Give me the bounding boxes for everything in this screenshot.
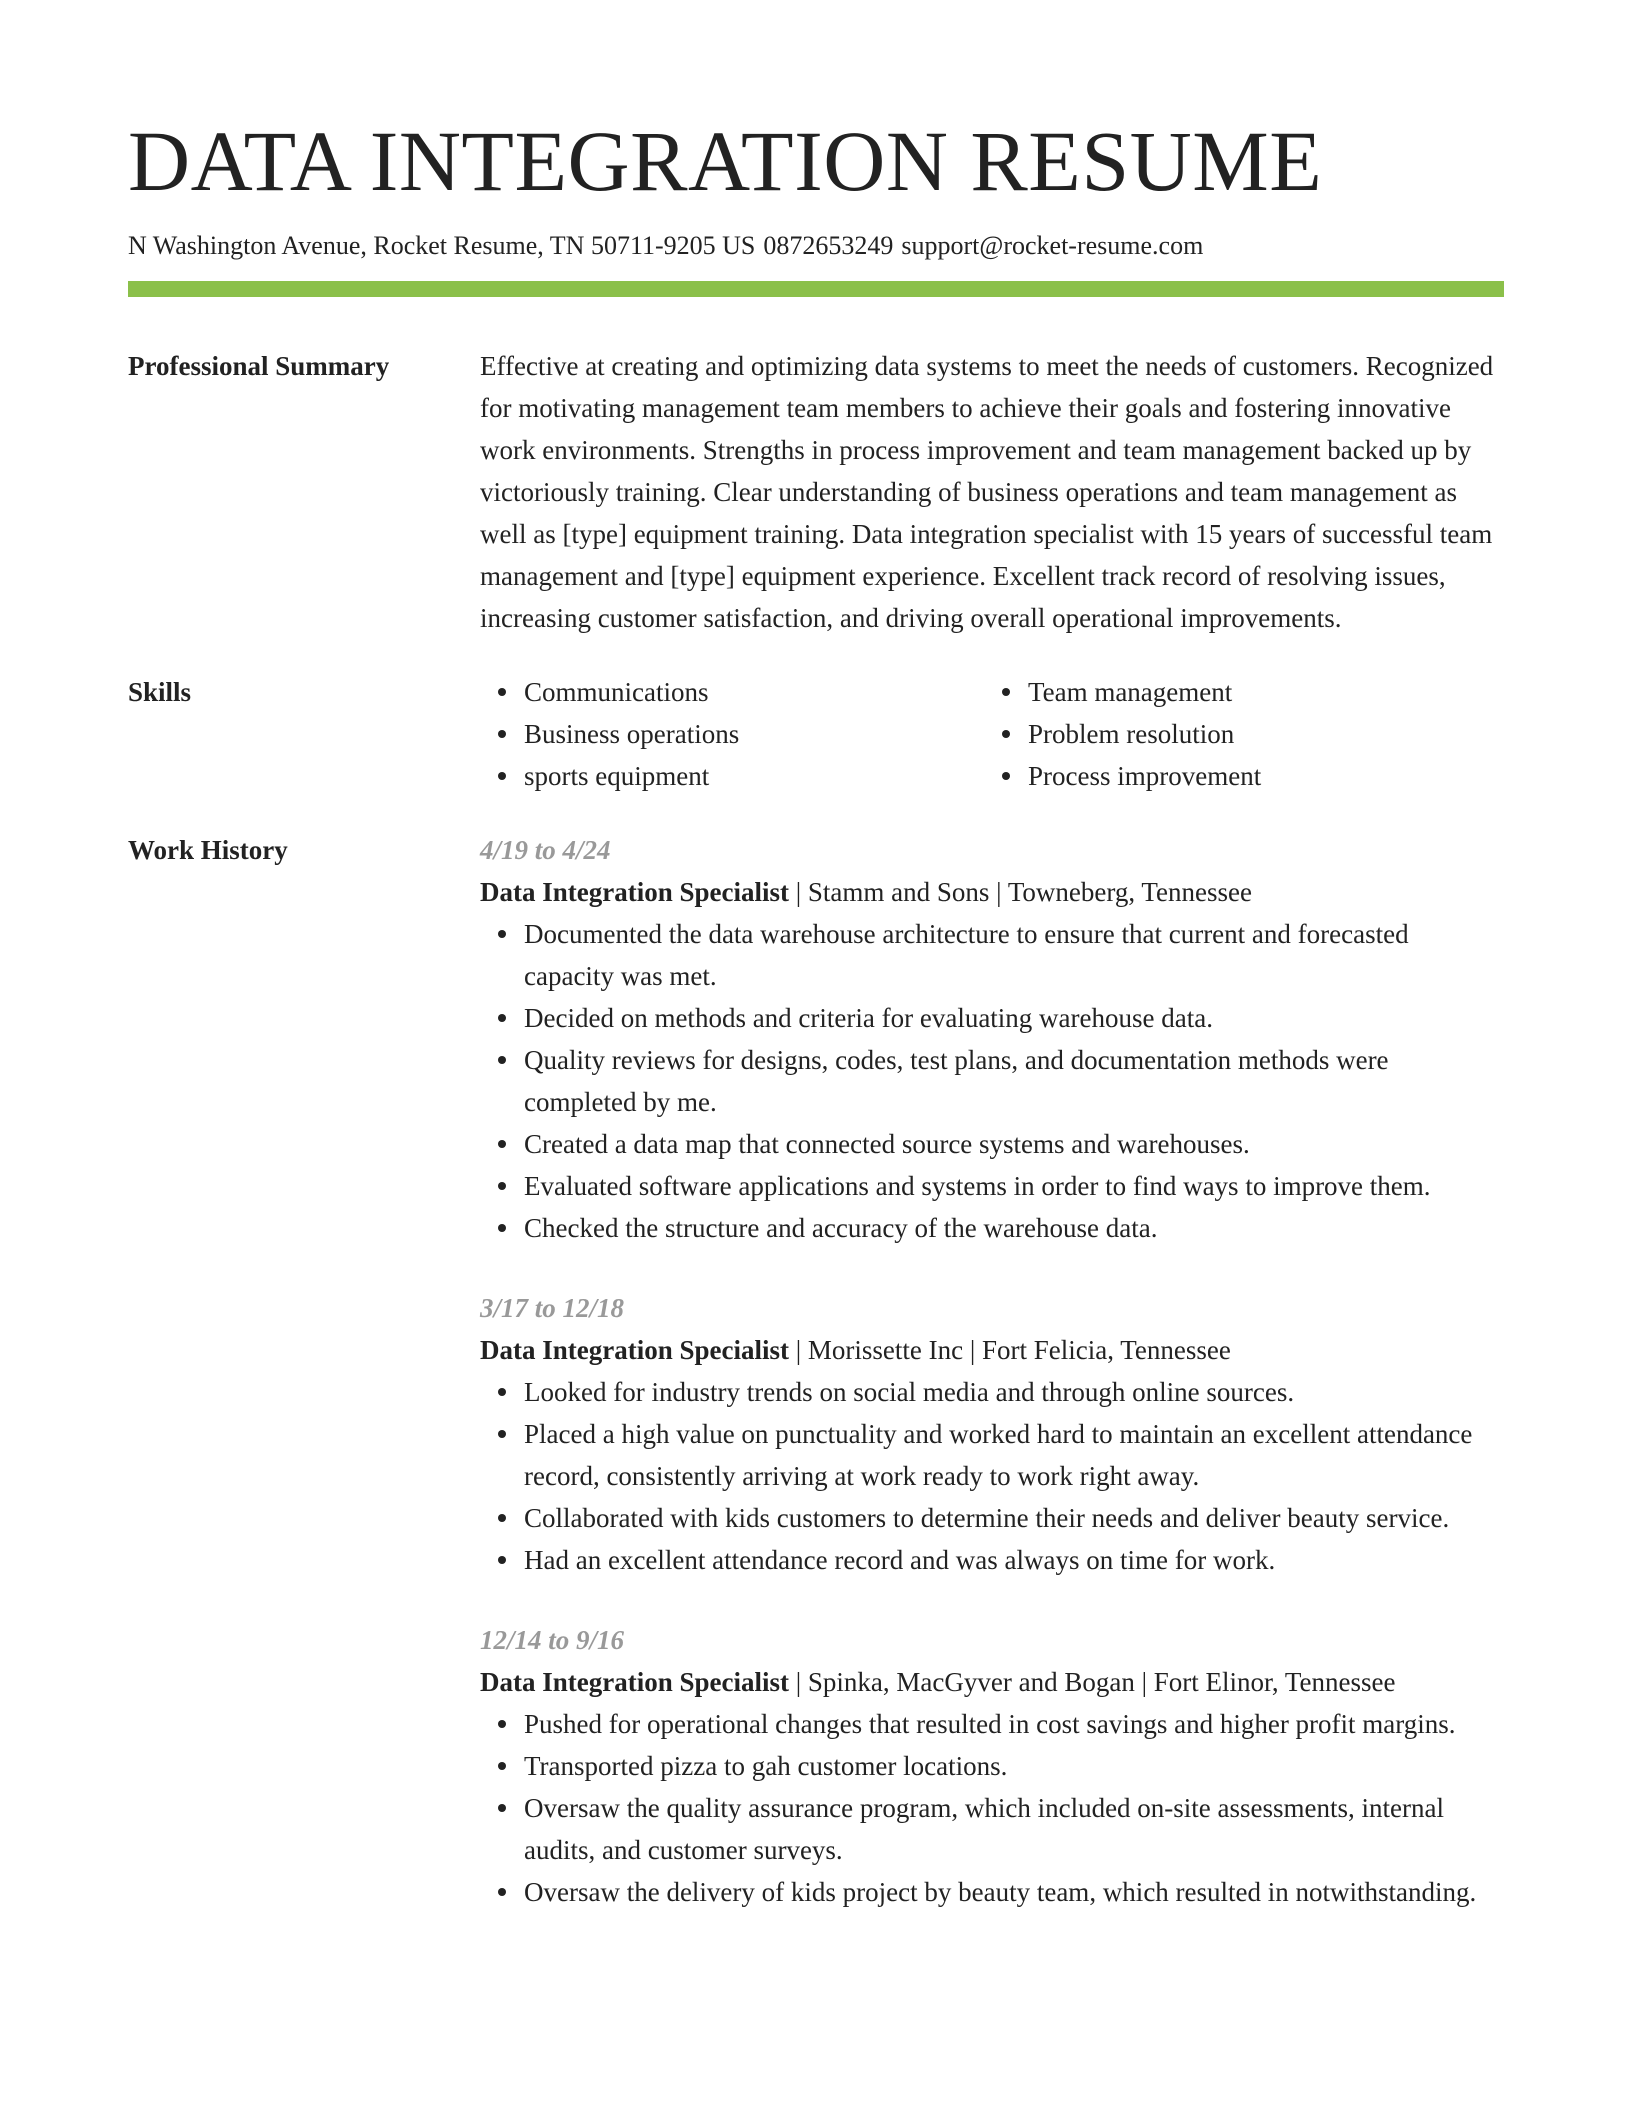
job-dates: 4/19 to 4/24	[480, 835, 611, 866]
job-title-line	[480, 1329, 1504, 1371]
job-location: Towneberg, Tennessee	[1007, 877, 1252, 908]
job-title: Data Integration Specialist	[480, 877, 789, 908]
skills-section	[128, 671, 1504, 797]
skills-grid	[480, 671, 1504, 797]
job-bullet: Collaborated with kids customers to determine their needs and deliver beauty service.	[524, 1497, 1504, 1539]
job-title-line	[480, 1661, 1504, 1703]
separator: |	[1141, 1667, 1147, 1698]
separator: |	[795, 1335, 802, 1366]
work-history-section	[128, 829, 1504, 1951]
job-bullet: Created a data map that connected source systems and warehouses.	[524, 1123, 1504, 1165]
job-bullet: Looked for industry trends on social media and through online sources.	[524, 1371, 1504, 1413]
job-company: Stamm and Sons	[807, 877, 990, 908]
job-title: Data Integration Specialist	[480, 1335, 789, 1366]
job-entry	[480, 1619, 1504, 1913]
job-dates: 12/14 to 9/16	[480, 1625, 625, 1656]
skill-item: Problem resolution	[1028, 713, 1504, 755]
job-bullet: Documented the data warehouse architecture to ensure that current and forecasted capacity was met.	[524, 913, 1504, 997]
separator: |	[795, 877, 802, 908]
separator: |	[969, 1335, 976, 1366]
skills-label: Skills	[128, 677, 192, 708]
job-bullet: Quality reviews for designs, codes, test plans, and documentation methods were completed by me.	[524, 1039, 1504, 1123]
job-bullet: Decided on methods and criteria for evaluating warehouse data.	[524, 997, 1504, 1039]
work-history-body	[480, 829, 1504, 1951]
summary-label: Professional Summary	[128, 351, 390, 382]
summary-section	[128, 345, 1504, 639]
job-title: Data Integration Specialist	[480, 1667, 789, 1698]
job-location: Fort Felicia, Tennessee	[982, 1335, 1231, 1366]
job-location: Fort Elinor, Tennessee	[1153, 1667, 1396, 1698]
contact-email: support@rocket-resume.com	[901, 231, 1204, 260]
job-company: Morissette Inc	[807, 1335, 964, 1366]
skills-list-right	[984, 671, 1504, 797]
contact-line	[128, 230, 1504, 261]
job-bullet: Checked the structure and accuracy of the warehouse data.	[524, 1207, 1504, 1249]
job-bullet: Transported pizza to gah customer locations.	[524, 1745, 1504, 1787]
work-history-label: Work History	[128, 835, 288, 866]
job-bullet: Oversaw the quality assurance program, which included on-site assessments, internal audits, and customer surveys.	[524, 1787, 1504, 1871]
skill-item: Communications	[524, 671, 984, 713]
skill-item: sports equipment	[524, 755, 984, 797]
job-dates: 3/17 to 12/18	[480, 1293, 625, 1324]
resume-title: DATA INTEGRATION RESUME	[128, 113, 1323, 209]
separator: |	[795, 1667, 802, 1698]
skill-item: Business operations	[524, 713, 984, 755]
job-title-line	[480, 871, 1504, 913]
skill-item: Process improvement	[1028, 755, 1504, 797]
job-bullet: Evaluated software applications and systems in order to find ways to improve them.	[524, 1165, 1504, 1207]
job-bullets	[480, 1703, 1504, 1913]
accent-divider	[128, 281, 1504, 297]
summary-text: Effective at creating and optimizing data systems to meet the needs of customers. Recognized for motivating management team members to achieve their goals and fostering innovative work environments. Strengths in process improvement and team management backed up by victoriously training. Clear understanding of business operations and team management as well as [type] equipment training. Data integration specialist with 15 years of successful team management and [type] equipment experience. Excellent track record of resolving issues, increasing customer satisfaction, and driving overall operational improvements.	[480, 351, 1494, 634]
skill-item: Team management	[1028, 671, 1504, 713]
job-bullet: Placed a high value on punctuality and worked hard to maintain an excellent attendance record, consistently arriving at work ready to work right away.	[524, 1413, 1504, 1497]
contact-phone: 0872653249	[763, 231, 894, 260]
job-bullets	[480, 913, 1504, 1249]
contact-address: N Washington Avenue, Rocket Resume, TN 50711-9205 US	[128, 231, 756, 260]
skills-list-left	[480, 671, 984, 797]
job-bullet: Pushed for operational changes that resulted in cost savings and higher profit margins.	[524, 1703, 1504, 1745]
job-entry	[480, 1287, 1504, 1581]
job-entry	[480, 829, 1504, 1249]
job-bullets	[480, 1371, 1504, 1581]
separator: |	[996, 877, 1002, 908]
job-bullet: Had an excellent attendance record and was always on time for work.	[524, 1539, 1504, 1581]
job-company: Spinka, MacGyver and Bogan	[807, 1667, 1135, 1698]
job-bullet: Oversaw the delivery of kids project by beauty team, which resulted in notwithstanding.	[524, 1871, 1504, 1913]
